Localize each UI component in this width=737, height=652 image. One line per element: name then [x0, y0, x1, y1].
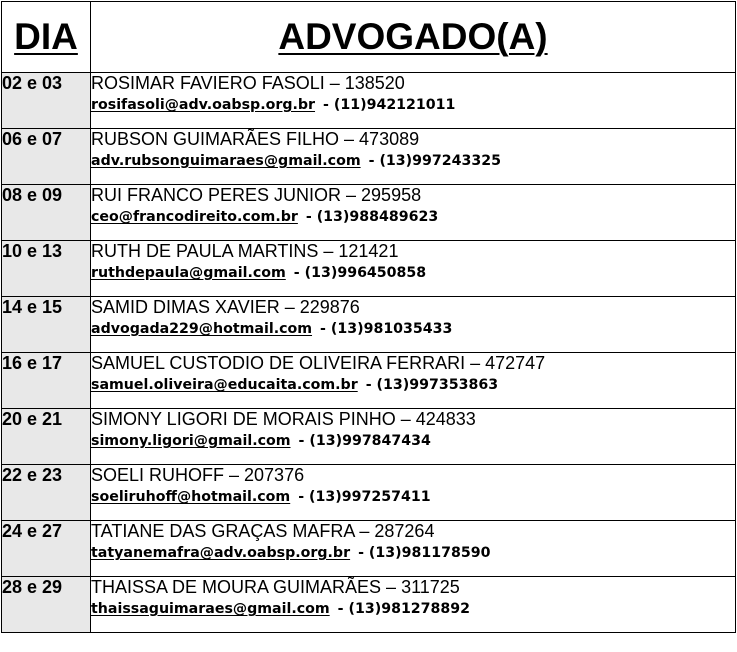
- lawyer-email[interactable]: adv.rubsonguimaraes@gmail.com: [91, 153, 361, 169]
- day-cell: 22 e 23: [2, 465, 91, 521]
- table-row: [2, 241, 736, 297]
- lawyer-cell: [91, 409, 736, 465]
- lawyer-name: TATIANE DAS GRAÇAS MAFRA – 287264: [91, 521, 435, 541]
- header-advogado-label: ADVOGADO(A): [278, 16, 548, 57]
- lawyer-email[interactable]: ceo@francodireito.com.br: [91, 209, 298, 225]
- table-row: [2, 465, 736, 521]
- lawyer-contact: [91, 374, 735, 396]
- table-row: [2, 297, 736, 353]
- lawyer-email[interactable]: tatyanemafra@adv.oabsp.org.br: [91, 545, 351, 561]
- lawyer-phone: - (13)997353863: [365, 377, 499, 393]
- header-advogado: [91, 2, 736, 73]
- lawyer-contact: [91, 150, 735, 172]
- lawyer-contact: [91, 486, 735, 508]
- table-row: [2, 353, 736, 409]
- lawyer-cell: [91, 129, 736, 185]
- lawyer-cell: [91, 73, 736, 129]
- header-dia-label: DIA: [14, 16, 78, 57]
- table-row: [2, 521, 736, 577]
- lawyer-name: RUBSON GUIMARÃES FILHO – 473089: [91, 129, 420, 149]
- day-cell: 28 e 29: [2, 577, 91, 633]
- lawyer-email[interactable]: thaissaguimaraes@gmail.com: [91, 601, 330, 617]
- lawyer-phone: - (13)981035433: [320, 321, 453, 337]
- table-body: [2, 73, 736, 633]
- lawyer-email[interactable]: samuel.oliveira@educaita.com.br: [91, 377, 358, 393]
- lawyer-contact: [91, 542, 735, 564]
- lawyer-contact: [91, 598, 735, 620]
- lawyer-phone: - (13)997243325: [368, 153, 502, 169]
- day-cell: 02 e 03: [2, 73, 91, 129]
- lawyer-phone: - (11)942121011: [323, 97, 456, 113]
- header-row: [2, 2, 736, 73]
- lawyer-phone: - (13)996450858: [293, 265, 427, 281]
- header-dia: [2, 2, 91, 73]
- day-cell: 08 e 09: [2, 185, 91, 241]
- lawyer-phone: - (13)981278892: [337, 601, 471, 617]
- lawyer-name: RUTH DE PAULA MARTINS – 121421: [91, 241, 399, 261]
- lawyer-cell: [91, 241, 736, 297]
- day-cell: 14 e 15: [2, 297, 91, 353]
- lawyer-cell: [91, 185, 736, 241]
- lawyer-cell: [91, 521, 736, 577]
- day-cell: 20 e 21: [2, 409, 91, 465]
- day-cell: 06 e 07: [2, 129, 91, 185]
- lawyer-name: SAMID DIMAS XAVIER – 229876: [91, 297, 360, 317]
- table-row: [2, 577, 736, 633]
- table-row: [2, 73, 736, 129]
- lawyer-email[interactable]: soeliruhoff@hotmail.com: [91, 489, 291, 505]
- day-cell: 24 e 27: [2, 521, 91, 577]
- schedule-table: [1, 1, 736, 633]
- lawyer-phone: - (13)988489623: [305, 209, 439, 225]
- day-cell: 16 e 17: [2, 353, 91, 409]
- table-row: [2, 129, 736, 185]
- lawyer-contact: [91, 94, 735, 116]
- table-row: [2, 409, 736, 465]
- lawyer-name: SAMUEL CUSTODIO DE OLIVEIRA FERRARI – 472747: [91, 353, 546, 373]
- lawyer-name: RUI FRANCO PERES JUNIOR – 295958: [91, 185, 422, 205]
- lawyer-contact: [91, 206, 735, 228]
- lawyer-phone: - (13)981178590: [358, 545, 491, 561]
- lawyer-name: THAISSA DE MOURA GUIMARÃES – 311725: [91, 577, 460, 597]
- lawyer-contact: [91, 262, 735, 284]
- lawyer-name: SIMONY LIGORI DE MORAIS PINHO – 424833: [91, 409, 476, 429]
- lawyer-contact: [91, 318, 735, 340]
- lawyer-cell: [91, 465, 736, 521]
- lawyer-email[interactable]: ruthdepaula@gmail.com: [91, 265, 286, 281]
- lawyer-name: ROSIMAR FAVIERO FASOLI – 138520: [91, 73, 405, 93]
- lawyer-contact: [91, 430, 735, 452]
- lawyer-email[interactable]: rosifasoli@adv.oabsp.org.br: [91, 97, 316, 113]
- lawyer-cell: [91, 353, 736, 409]
- day-cell: 10 e 13: [2, 241, 91, 297]
- lawyer-name: SOELI RUHOFF – 207376: [91, 465, 305, 485]
- table-row: [2, 185, 736, 241]
- lawyer-phone: - (13)997257411: [298, 489, 431, 505]
- lawyer-phone: - (13)997847434: [298, 433, 431, 449]
- lawyer-email[interactable]: advogada229@hotmail.com: [91, 321, 313, 337]
- lawyer-cell: [91, 297, 736, 353]
- lawyer-email[interactable]: simony.ligori@gmail.com: [91, 433, 291, 449]
- lawyer-cell: [91, 577, 736, 633]
